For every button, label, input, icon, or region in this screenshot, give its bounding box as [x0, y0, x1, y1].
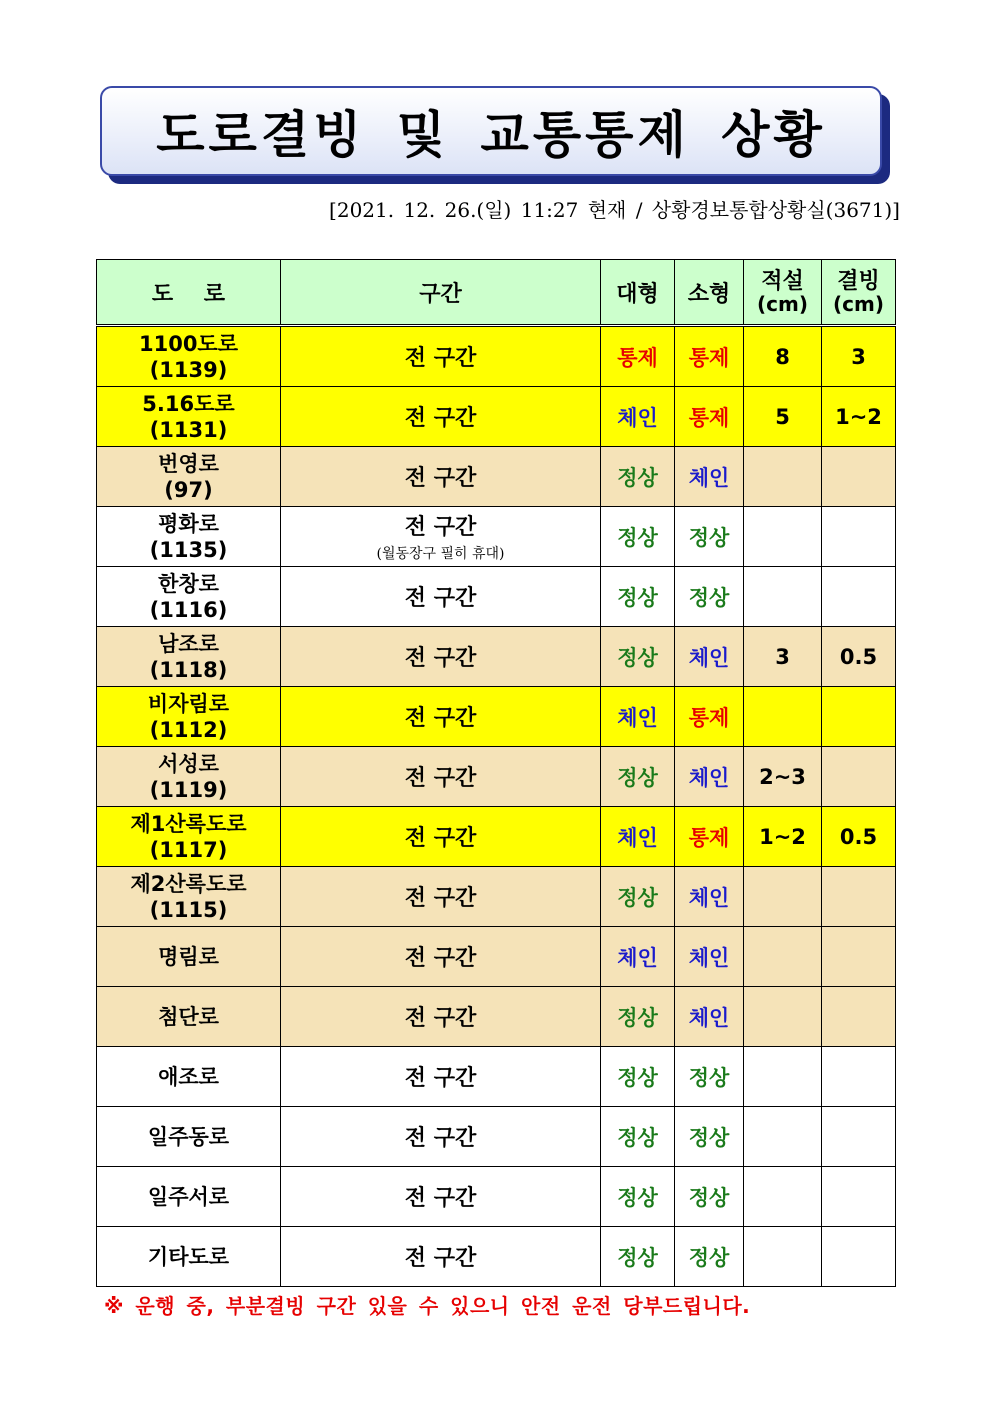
header-small: 소형 — [675, 260, 744, 326]
section-label: 전 구간 — [404, 1126, 477, 1151]
table-row — [97, 1167, 896, 1227]
road-name: 일주서로 — [147, 1184, 230, 1209]
road-name: 한창로 — [158, 571, 219, 596]
road-cell — [97, 326, 281, 387]
table-row — [97, 1047, 896, 1107]
small-vehicle-status: 체인 — [675, 927, 744, 987]
road-cell — [97, 1047, 281, 1107]
snow-depth — [744, 507, 822, 567]
road-code: (1117) — [149, 837, 228, 862]
ice-depth: 3 — [822, 326, 896, 387]
road-name: 1100도로 — [138, 331, 239, 356]
table-row — [97, 807, 896, 867]
ice-depth — [822, 507, 896, 567]
small-vehicle-status: 정상 — [675, 1167, 744, 1227]
snow-depth: 8 — [744, 326, 822, 387]
road-cell — [97, 987, 281, 1047]
large-vehicle-status: 정상 — [601, 1047, 675, 1107]
snow-depth — [744, 927, 822, 987]
ice-depth — [822, 447, 896, 507]
road-name: 명림로 — [158, 944, 219, 969]
road-code: (1131) — [149, 417, 228, 442]
section-cell — [281, 567, 601, 627]
road-cell — [97, 867, 281, 927]
title-banner — [100, 86, 890, 184]
page-title: 도로결빙 및 교통통제 상황 — [156, 106, 826, 164]
large-vehicle-status: 체인 — [601, 387, 675, 447]
road-code: (1115) — [149, 897, 228, 922]
large-vehicle-status: 통제 — [601, 326, 675, 387]
ice-depth — [822, 867, 896, 927]
road-name: 번영로 — [158, 451, 219, 476]
snow-depth — [744, 687, 822, 747]
section-cell — [281, 927, 601, 987]
table-row — [97, 927, 896, 987]
ice-depth: 1~2 — [822, 387, 896, 447]
road-code: (1119) — [149, 777, 228, 802]
snow-depth — [744, 867, 822, 927]
header-large: 대형 — [601, 260, 675, 326]
large-vehicle-status: 정상 — [601, 447, 675, 507]
table-body — [97, 326, 896, 1287]
small-vehicle-status: 정상 — [675, 1227, 744, 1287]
large-vehicle-status: 체인 — [601, 807, 675, 867]
large-vehicle-status: 정상 — [601, 747, 675, 807]
road-cell — [97, 687, 281, 747]
road-name: 5.16도로 — [142, 391, 235, 416]
snow-depth: 3 — [744, 627, 822, 687]
table-row — [97, 447, 896, 507]
ice-depth — [822, 567, 896, 627]
small-vehicle-status: 정상 — [675, 567, 744, 627]
section-label: 전 구간 — [404, 346, 477, 371]
road-name: 비자림로 — [147, 691, 230, 716]
road-code: (1139) — [149, 357, 228, 382]
large-vehicle-status: 정상 — [601, 1227, 675, 1287]
section-cell — [281, 1227, 601, 1287]
section-cell — [281, 987, 601, 1047]
snow-depth — [744, 1107, 822, 1167]
table-row — [97, 507, 896, 567]
small-vehicle-status: 체인 — [675, 447, 744, 507]
table-row — [97, 987, 896, 1047]
ice-depth — [822, 1167, 896, 1227]
section-cell — [281, 627, 601, 687]
large-vehicle-status: 정상 — [601, 567, 675, 627]
section-label: 전 구간 — [404, 826, 477, 851]
section-label: 전 구간 — [404, 515, 477, 540]
road-name: 애조로 — [158, 1064, 219, 1089]
road-cell — [97, 567, 281, 627]
header-snow: 적설 (cm) — [744, 260, 822, 326]
road-cell — [97, 927, 281, 987]
table-row — [97, 1227, 896, 1287]
section-cell — [281, 1047, 601, 1107]
large-vehicle-status: 정상 — [601, 867, 675, 927]
road-name: 남조로 — [158, 631, 219, 656]
road-cell — [97, 807, 281, 867]
small-vehicle-status: 통제 — [675, 807, 744, 867]
table-row — [97, 687, 896, 747]
section-cell — [281, 867, 601, 927]
road-name: 서성로 — [158, 751, 219, 776]
road-name: 일주동로 — [147, 1124, 230, 1149]
table-row — [97, 1107, 896, 1167]
title-box — [100, 86, 882, 176]
road-status-table — [96, 259, 896, 1287]
snow-depth: 1~2 — [744, 807, 822, 867]
road-cell — [97, 1107, 281, 1167]
section-label: 전 구간 — [404, 1006, 477, 1031]
table-row — [97, 326, 896, 387]
road-cell — [97, 747, 281, 807]
road-code: (1118) — [149, 657, 228, 682]
section-cell — [281, 387, 601, 447]
road-cell — [97, 507, 281, 567]
small-vehicle-status: 체인 — [675, 747, 744, 807]
large-vehicle-status: 체인 — [601, 927, 675, 987]
section-label: 전 구간 — [404, 1066, 477, 1091]
snow-depth — [744, 987, 822, 1047]
road-code: (1135) — [149, 537, 228, 562]
section-label: 전 구간 — [404, 406, 477, 431]
large-vehicle-status: 정상 — [601, 1167, 675, 1227]
snow-depth: 2~3 — [744, 747, 822, 807]
section-label: 전 구간 — [404, 1186, 477, 1211]
small-vehicle-status: 통제 — [675, 387, 744, 447]
large-vehicle-status: 정상 — [601, 987, 675, 1047]
section-label: 전 구간 — [404, 586, 477, 611]
report-timestamp: [2021. 12. 26.(일) 11:27 현재 / 상황경보통합상황실(3671)] — [329, 198, 900, 222]
ice-depth — [822, 1047, 896, 1107]
snow-depth — [744, 567, 822, 627]
section-note: (월동장구 필히 휴대) — [376, 546, 505, 562]
ice-depth — [822, 927, 896, 987]
section-label: 전 구간 — [404, 766, 477, 791]
section-cell — [281, 1167, 601, 1227]
snow-depth — [744, 1167, 822, 1227]
road-name: 제2산록도로 — [130, 871, 247, 896]
table-row — [97, 627, 896, 687]
road-name: 평화로 — [158, 511, 219, 536]
snow-depth — [744, 1047, 822, 1107]
section-cell — [281, 747, 601, 807]
table-header-row — [97, 260, 896, 326]
section-label: 전 구간 — [404, 706, 477, 731]
small-vehicle-status: 체인 — [675, 987, 744, 1047]
large-vehicle-status: 정상 — [601, 627, 675, 687]
ice-depth — [822, 987, 896, 1047]
section-cell — [281, 1107, 601, 1167]
snow-depth — [744, 447, 822, 507]
small-vehicle-status: 체인 — [675, 867, 744, 927]
road-cell — [97, 447, 281, 507]
section-label: 전 구간 — [404, 646, 477, 671]
header-section: 구간 — [281, 260, 601, 326]
table-row — [97, 387, 896, 447]
small-vehicle-status: 통제 — [675, 326, 744, 387]
road-name: 제1산록도로 — [130, 811, 247, 836]
small-vehicle-status: 정상 — [675, 1107, 744, 1167]
large-vehicle-status: 정상 — [601, 507, 675, 567]
section-label: 전 구간 — [404, 946, 477, 971]
road-cell — [97, 627, 281, 687]
table-row — [97, 747, 896, 807]
table-row — [97, 867, 896, 927]
ice-depth: 0.5 — [822, 807, 896, 867]
small-vehicle-status: 정상 — [675, 507, 744, 567]
road-cell — [97, 1167, 281, 1227]
small-vehicle-status: 통제 — [675, 687, 744, 747]
small-vehicle-status: 체인 — [675, 627, 744, 687]
safety-note: ※ 운행 중, 부분결빙 구간 있을 수 있으니 안전 운전 당부드립니다. — [104, 1294, 751, 1318]
road-code: (1112) — [149, 717, 228, 742]
ice-depth — [822, 1227, 896, 1287]
section-cell — [281, 687, 601, 747]
ice-depth — [822, 687, 896, 747]
road-code: (1116) — [149, 597, 228, 622]
section-label: 전 구간 — [404, 1246, 477, 1271]
section-cell — [281, 807, 601, 867]
section-label: 전 구간 — [404, 466, 477, 491]
section-cell — [281, 326, 601, 387]
road-name: 기타도로 — [147, 1244, 230, 1269]
ice-depth — [822, 1107, 896, 1167]
section-label: 전 구간 — [404, 886, 477, 911]
large-vehicle-status: 정상 — [601, 1107, 675, 1167]
road-cell — [97, 1227, 281, 1287]
snow-depth: 5 — [744, 387, 822, 447]
road-cell — [97, 387, 281, 447]
large-vehicle-status: 체인 — [601, 687, 675, 747]
ice-depth: 0.5 — [822, 627, 896, 687]
small-vehicle-status: 정상 — [675, 1047, 744, 1107]
ice-depth — [822, 747, 896, 807]
snow-depth — [744, 1227, 822, 1287]
header-ice: 결빙 (cm) — [822, 260, 896, 326]
road-name: 첨단로 — [158, 1004, 219, 1029]
section-cell — [281, 447, 601, 507]
section-cell — [281, 507, 601, 567]
table-row — [97, 567, 896, 627]
header-road: 도 로 — [97, 260, 281, 326]
road-code: (97) — [164, 477, 213, 502]
